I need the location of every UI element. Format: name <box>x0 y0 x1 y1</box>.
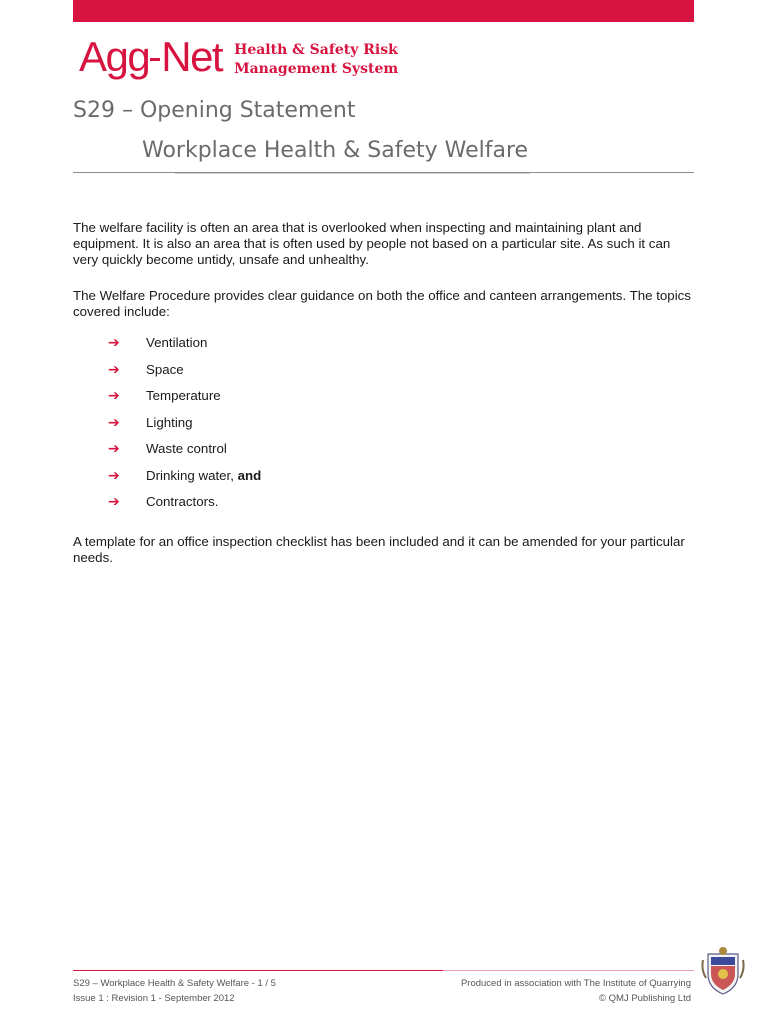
aggnet-logo <box>79 33 398 81</box>
section-subtitle: Workplace Health & Safety Welfare <box>142 138 529 163</box>
footer-issue-info: Issue 1 : Revision 1 - September 2012 <box>73 993 235 1004</box>
logo-tagline <box>234 41 398 79</box>
page-title <box>73 96 694 166</box>
paragraph-procedure: The Welfare Procedure provides clear guidance on both the office and canteen arrangements. The topics covered include: <box>73 288 691 319</box>
document-body <box>73 220 694 586</box>
tagline-line1: Health & Safety Risk <box>234 42 398 58</box>
list-item: ➔ Lighting <box>73 410 694 437</box>
list-item: ➔ Space <box>73 357 694 384</box>
institute-crest-icon <box>700 946 746 996</box>
list-item: ➔ Temperature <box>73 383 694 410</box>
footer-copyright: © QMJ Publishing Ltd <box>598 993 691 1004</box>
arrow-bullet-icon: ➔ <box>108 494 120 511</box>
list-item: ➔ Contractors. <box>73 489 694 516</box>
arrow-bullet-icon: ➔ <box>108 361 120 378</box>
footer-page-info: S29 – Workplace Health & Safety Welfare - 1 / 5 <box>73 978 276 989</box>
logo-wordmark: Agg Net <box>79 33 223 80</box>
tagline-line2: Management System <box>234 61 399 77</box>
arrow-bullet-icon: ➔ <box>108 441 120 458</box>
topics-list <box>73 330 694 516</box>
paragraph-intro: The welfare facility is often an area that is overlooked when inspecting and maintaining plant and equipment. It is also an area that is often used by people not based on a particular site. As such it can very quickly become untidy, unsafe and unhealthy. <box>73 220 671 267</box>
list-item: ➔ Drinking water, and <box>73 463 694 490</box>
list-item: ➔ Ventilation <box>73 330 694 357</box>
section-title: S29 – Opening Statement <box>73 98 356 123</box>
footer-association: Produced in association with The Institute of Quarrying <box>460 978 691 989</box>
paragraph-template: A template for an office inspection checklist has been included and it can be amended for your particular needs. <box>73 533 685 565</box>
arrow-bullet-icon: ➔ <box>108 414 120 431</box>
footer-document-info <box>73 976 276 1006</box>
header-accent-bar <box>73 0 694 22</box>
arrow-bullet-icon: ➔ <box>108 388 120 405</box>
arrow-bullet-icon: ➔ <box>108 467 120 484</box>
footer-divider-accent <box>73 970 443 971</box>
list-item: ➔ Waste control <box>73 436 694 463</box>
footer-credits <box>461 976 691 1006</box>
arrow-bullet-icon: ➔ <box>108 335 120 352</box>
title-divider-shadow <box>175 173 530 174</box>
